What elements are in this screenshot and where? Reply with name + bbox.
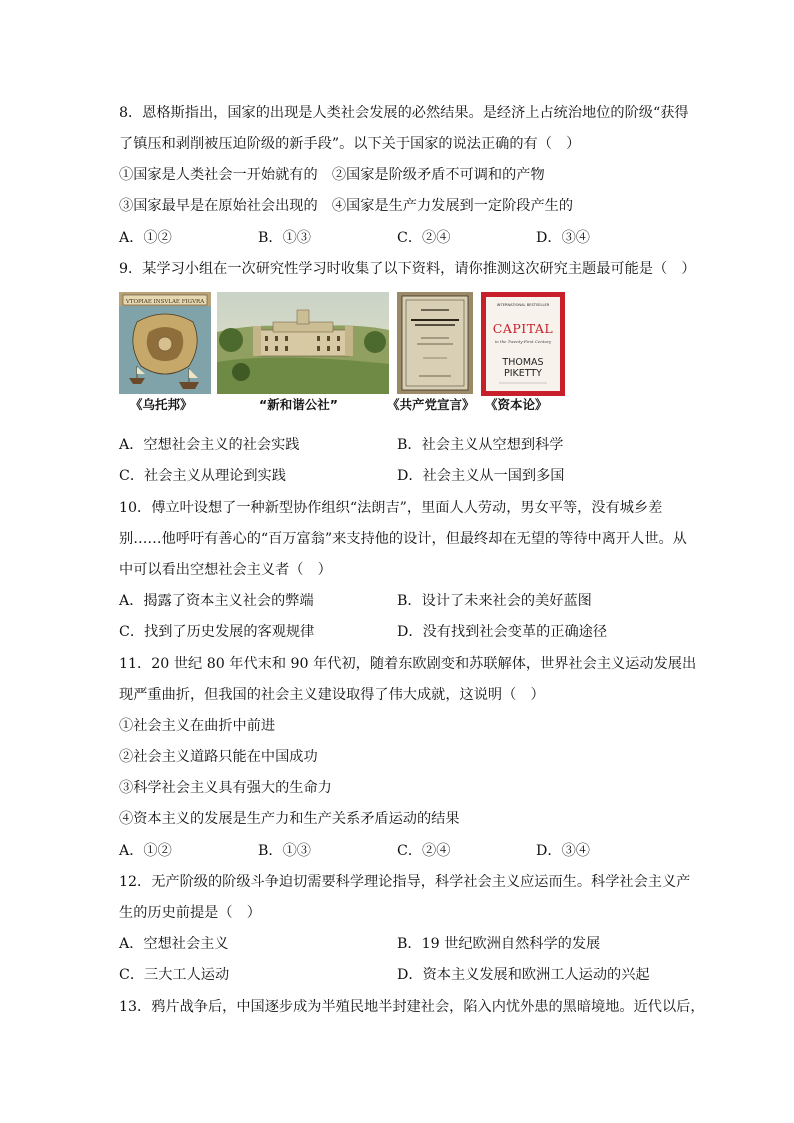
caption-manifesto: 《共产党宣言》 xyxy=(387,397,475,412)
q12-option-c: C．三大工人运动 xyxy=(119,967,230,983)
capital-top-text: INTERNATIONAL BESTSELLER xyxy=(496,303,550,307)
q8-stem-line1: 8．恩格斯指出，国家的出现是人类社会发展的必然结果。是经济上占统治地位的阶级“获得 xyxy=(119,105,689,121)
caption-utopia: 《乌托邦》 xyxy=(130,397,193,412)
q9-option-d: D．社会主义从一国到多国 xyxy=(397,468,565,484)
q8-option-c: C．②④ xyxy=(397,230,451,246)
q9-option-b: B．社会主义从空想到科学 xyxy=(397,437,564,453)
q11-option-d: D．③④ xyxy=(536,843,590,859)
capital-title: CAPITAL xyxy=(492,321,554,336)
q10-option-b: B．设计了未来社会的美好蓝图 xyxy=(397,593,592,609)
q12-stem-line1: 12．无产阶级的阶级斗争迫切需要科学理论指导，科学社会主义应运而生。科学社会主义产 xyxy=(119,874,691,890)
q13-stem-line1: 13．鸦片战争后，中国逐步成为半殖民地半封建社会，陷入内忧外患的黑暗境地。近代以后， xyxy=(119,999,705,1015)
q11-statement-1: ①社会主义在曲折中前进 xyxy=(119,718,276,734)
utopia-banner: VTOPIAE INSVLAE FIGVRA xyxy=(125,299,205,305)
q11-stem-line1: 11．20 世纪 80 年代末和 90 年代初，随着东欧剧变和苏联解体，世界社会主义运动发展出 xyxy=(119,656,697,672)
q10-stem-line3: 中可以看出空想社会主义者（ ） xyxy=(119,562,332,578)
q12-stem-line2: 生的历史前提是（ ） xyxy=(119,905,261,921)
q11-option-b: B．①③ xyxy=(258,843,311,859)
q10-option-c: C．找到了历史发展的客观规律 xyxy=(119,624,315,640)
q11-statement-4: ④资本主义的发展是生产力和生产关系矛盾运动的结果 xyxy=(119,811,460,827)
q12-option-b: B．19 世纪欧洲自然科学的发展 xyxy=(397,936,601,952)
capital-book-image xyxy=(481,292,565,396)
caption-new-harmony: “新和谐公社” xyxy=(259,397,338,412)
q11-option-a: A．①② xyxy=(119,843,172,859)
q8-option-d: D．③④ xyxy=(536,230,590,246)
q8-option-a: A．①② xyxy=(119,230,172,246)
q11-option-c: C．②④ xyxy=(397,843,451,859)
utopia-map-image xyxy=(119,292,211,394)
q8-option-b: B．①③ xyxy=(258,230,311,246)
q10-stem-line2: 别……他呼吁有善心的“百万富翁”来支持他的设计，但最终却在无望的等待中离开人世。从 xyxy=(119,531,687,547)
caption-capital: 《资本论》 xyxy=(485,397,548,412)
q10-option-a: A．揭露了资本主义社会的弊端 xyxy=(119,593,314,609)
q10-stem-line1: 10．傅立叶设想了一种新型协作组织“法朗吉”，里面人人劳动，男女平等，没有城乡差 xyxy=(119,500,663,516)
q9-option-a: A．空想社会主义的社会实践 xyxy=(119,437,300,453)
q9-option-c: C．社会主义从理论到实践 xyxy=(119,468,286,484)
q11-statement-2: ②社会主义道路只能在中国成功 xyxy=(119,749,318,765)
q12-option-d: D．资本主义发展和欧洲工人运动的兴起 xyxy=(397,967,650,983)
q9-stem-line1: 9．某学习小组在一次研究性学习时收集了以下资料，请你推测这次研究主题最可能是（ ） xyxy=(119,261,696,277)
capital-author2: PIKETTY xyxy=(503,368,543,379)
q8-statements-1: ①国家是人类社会一开始就有的 ②国家是阶级矛盾不可调和的产物 xyxy=(119,167,545,183)
new-harmony-image xyxy=(217,292,389,394)
q11-stem-line2: 现严重曲折，但我国的社会主义建设取得了伟大成就，这说明（ ） xyxy=(119,687,545,703)
capital-author1: THOMAS xyxy=(502,357,544,368)
q9-figure xyxy=(119,292,579,417)
communist-manifesto-image xyxy=(397,292,473,394)
q8-stem-line2: 了镇压和剥削被压迫阶级的新手段”。以下关于国家的说法正确的有（ ） xyxy=(119,136,581,152)
q12-option-a: A．空想社会主义 xyxy=(119,936,229,952)
capital-subtitle: in the Twenty-First Century xyxy=(494,339,552,344)
q11-statement-3: ③科学社会主义具有强大的生命力 xyxy=(119,780,332,796)
q8-statements-2: ③国家最早是在原始社会出现的 ④国家是生产力发展到一定阶段产生的 xyxy=(119,198,574,214)
q10-option-d: D．没有找到社会变革的正确途径 xyxy=(397,624,608,640)
